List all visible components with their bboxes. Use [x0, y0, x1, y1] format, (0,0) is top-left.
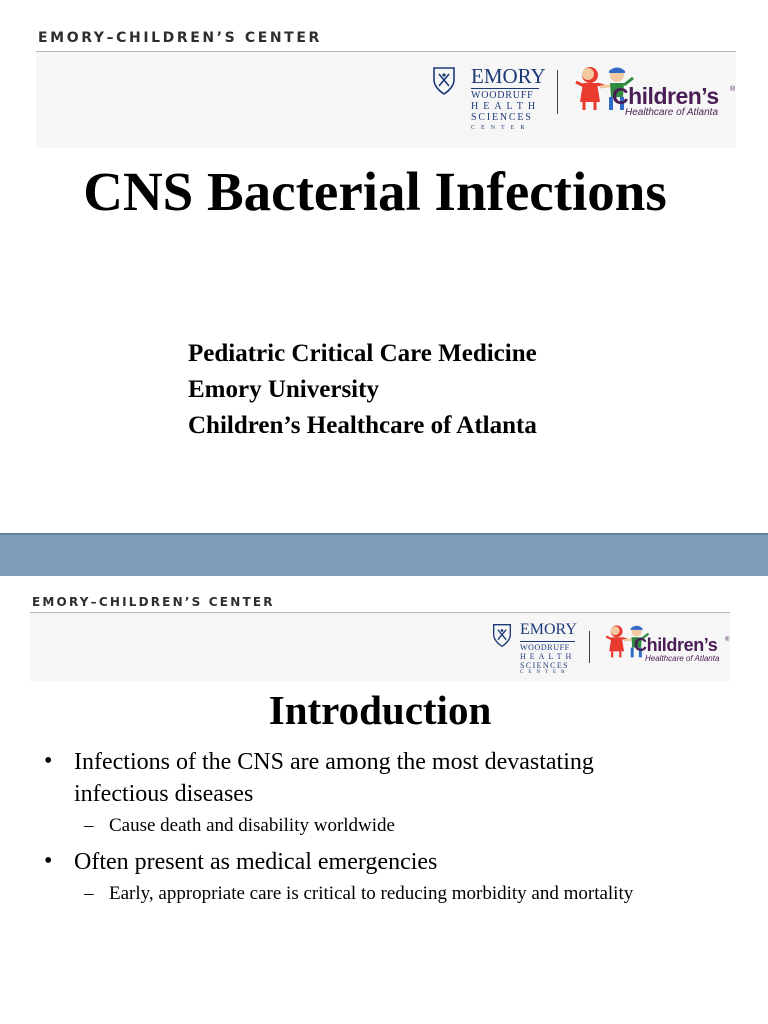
bullet-item [74, 746, 754, 810]
childrens-registered-mark: ® [730, 86, 736, 93]
center-name-header: EMORY–CHILDREN’S CENTER [38, 30, 322, 46]
emory-sub-center: CENTER [471, 125, 531, 131]
logo-separator [589, 631, 590, 663]
emory-sub-sciences: SCIENCES [520, 661, 569, 670]
bullet-item [74, 846, 754, 878]
childrens-wordmark: Children’s [612, 83, 719, 109]
childrens-subtitle: Healthcare of Atlanta [645, 654, 720, 663]
logo-separator [557, 70, 558, 114]
emory-shield-icon [432, 66, 456, 96]
bullet-line: Often present as medical emergencies [74, 849, 438, 875]
sub-bullet-marker: – [84, 815, 94, 836]
emory-wordmark: EMORY [520, 621, 577, 638]
emory-sub-woodruff: WOODRUFF [520, 643, 570, 652]
childrens-wordmark: Children’s [634, 635, 718, 655]
introduction-slide [0, 576, 768, 1024]
sub-bullet-text: Cause death and disability worldwide [109, 815, 395, 836]
emory-sub-rule [520, 641, 575, 642]
childrens-registered-mark: ® [725, 637, 730, 643]
subtitle-line-department: Pediatric Critical Care Medicine [188, 340, 537, 367]
emory-sub-center: CENTER [520, 670, 570, 675]
emory-sub-rule [471, 88, 539, 89]
subtitle-line-hospital: Children’s Healthcare of Atlanta [188, 412, 537, 439]
center-name-header: EMORY–CHILDREN’S CENTER [32, 595, 275, 609]
bullet-line: infectious diseases [74, 781, 254, 807]
slide-divider-band [0, 533, 768, 576]
slide-title: CNS Bacterial Infections [83, 161, 667, 222]
emory-wordmark: EMORY [471, 64, 546, 88]
emory-sub-health: HEALTH [520, 652, 576, 661]
emory-shield-icon [492, 623, 512, 648]
sub-bullet-text: Early, appropriate care is critical to reducing morbidity and mortality [109, 883, 634, 904]
bullet-line: Infections of the CNS are among the most devastating [74, 749, 594, 775]
slide-title: Introduction [268, 687, 492, 733]
bullet-marker: • [44, 848, 53, 874]
childrens-subtitle: Healthcare of Atlanta [625, 107, 719, 118]
bullet-marker: • [44, 748, 53, 774]
subtitle-line-university: Emory University [188, 376, 379, 403]
emory-sub-woodruff: WOODRUFF [471, 90, 534, 101]
emory-sub-health: HEALTH [471, 101, 541, 112]
sub-bullet-marker: – [84, 883, 94, 904]
emory-sub-sciences: SCIENCES [471, 112, 533, 123]
